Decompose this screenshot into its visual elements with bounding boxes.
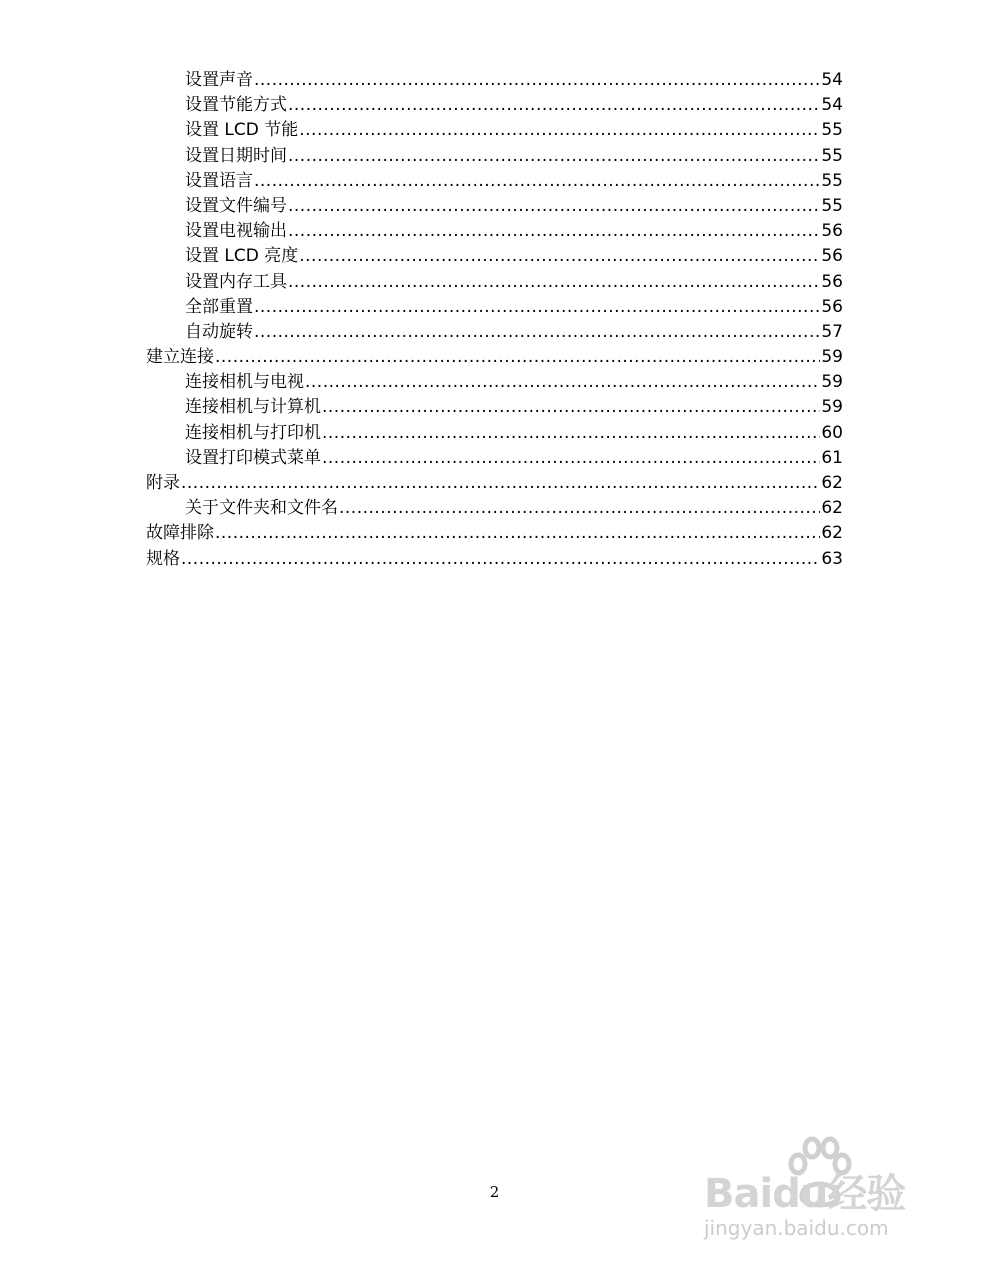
toc-entry[interactable]	[146, 93, 843, 118]
toc-entry-title: 设置语言	[185, 170, 253, 191]
toc-entry-title: 设置电视输出	[185, 221, 287, 242]
toc-entry-page: 62	[821, 498, 843, 519]
toc-dot-leader	[322, 421, 820, 446]
toc-entry-title: 连接相机与打印机	[185, 422, 321, 443]
toc-entry-page: 56	[821, 246, 843, 267]
toc-entry-page: 55	[821, 145, 843, 166]
table-of-contents	[146, 68, 843, 572]
toc-entry[interactable]	[146, 194, 843, 219]
toc-entry-page: 54	[821, 95, 843, 116]
toc-entry-title: 设置日期时间	[185, 145, 287, 166]
toc-entry-title: 设置 LCD 节能	[185, 120, 299, 141]
toc-entry[interactable]	[146, 320, 843, 345]
toc-entry[interactable]	[146, 295, 843, 320]
toc-entry-title: 设置文件编号	[185, 195, 287, 216]
toc-entry-title: 设置内存工具	[185, 271, 287, 292]
toc-entry[interactable]	[146, 395, 843, 420]
toc-entry[interactable]	[146, 68, 843, 93]
toc-entry[interactable]	[146, 446, 843, 471]
toc-entry-title: 设置声音	[185, 70, 253, 90]
toc-dot-leader	[288, 194, 820, 219]
toc-entry-title: 附录	[146, 473, 180, 493]
toc-dot-leader	[288, 270, 820, 295]
toc-dot-leader	[254, 68, 820, 93]
toc-entry[interactable]	[146, 496, 843, 521]
toc-dot-leader	[299, 118, 820, 143]
toc-entry-page: 60	[821, 422, 843, 443]
toc-entry[interactable]	[146, 169, 843, 194]
toc-entry-title: 连接相机与计算机	[185, 397, 321, 418]
toc-entry-page: 59	[821, 347, 843, 368]
toc-entry-page: 56	[821, 221, 843, 242]
toc-entry-page: 63	[821, 548, 843, 569]
toc-entry-page: 57	[821, 321, 843, 342]
watermark-url: jingyan.baidu.com	[704, 1216, 889, 1240]
toc-dot-leader	[322, 446, 820, 471]
toc-dot-leader	[322, 395, 820, 420]
toc-entry-title: 设置打印模式菜单	[185, 447, 321, 468]
toc-dot-leader	[288, 93, 820, 118]
baidu-watermark	[700, 1132, 940, 1247]
toc-dot-leader	[254, 320, 820, 345]
toc-entry[interactable]	[146, 421, 843, 446]
page-number: 2	[489, 1183, 500, 1201]
toc-entry[interactable]	[146, 244, 843, 269]
toc-entry-title: 规格	[146, 548, 180, 569]
toc-entry-page: 56	[821, 271, 843, 292]
toc-entry-title: 故障排除	[146, 523, 214, 544]
toc-dot-leader	[339, 496, 820, 521]
toc-entry-page: 62	[821, 523, 843, 544]
toc-dot-leader	[288, 219, 820, 244]
toc-entry[interactable]	[146, 219, 843, 244]
toc-dot-leader	[288, 144, 820, 169]
toc-dot-leader	[181, 471, 820, 496]
toc-entry-title: 关于文件夹和文件名	[185, 498, 338, 519]
toc-entry-title: 设置节能方式	[185, 95, 287, 116]
toc-dot-leader	[215, 345, 820, 370]
toc-entry-title: 连接相机与电视	[185, 372, 304, 393]
toc-entry-title: 建立连接	[146, 347, 214, 368]
toc-entry-page: 59	[821, 372, 843, 393]
toc-section-entry[interactable]	[146, 547, 843, 572]
toc-entry[interactable]	[146, 370, 843, 395]
toc-entry-page: 55	[821, 120, 843, 141]
toc-entry[interactable]	[146, 118, 843, 143]
toc-entry[interactable]	[146, 270, 843, 295]
toc-entry-page: 59	[821, 397, 843, 418]
toc-entry-title: 设置 LCD 亮度	[185, 246, 299, 267]
toc-dot-leader	[305, 370, 820, 395]
toc-entry-page: 62	[821, 473, 843, 493]
toc-dot-leader	[181, 547, 820, 572]
watermark-logo-text: Baidu经验	[704, 1171, 906, 1217]
toc-section-entry[interactable]	[146, 345, 843, 370]
toc-entry[interactable]	[146, 144, 843, 169]
toc-dot-leader	[254, 169, 820, 194]
toc-dot-leader	[299, 244, 820, 269]
toc-entry-page: 61	[821, 447, 843, 468]
toc-entry-page: 55	[821, 170, 843, 191]
toc-dot-leader	[254, 295, 820, 320]
toc-entry-page: 56	[821, 296, 843, 317]
toc-section-entry[interactable]	[146, 471, 843, 496]
toc-entry-page: 54	[821, 70, 843, 90]
toc-section-entry[interactable]	[146, 521, 843, 546]
toc-entry-page: 55	[821, 195, 843, 216]
toc-entry-title: 全部重置	[185, 296, 253, 317]
toc-dot-leader	[215, 521, 820, 546]
toc-entry-title: 自动旋转	[185, 321, 253, 342]
